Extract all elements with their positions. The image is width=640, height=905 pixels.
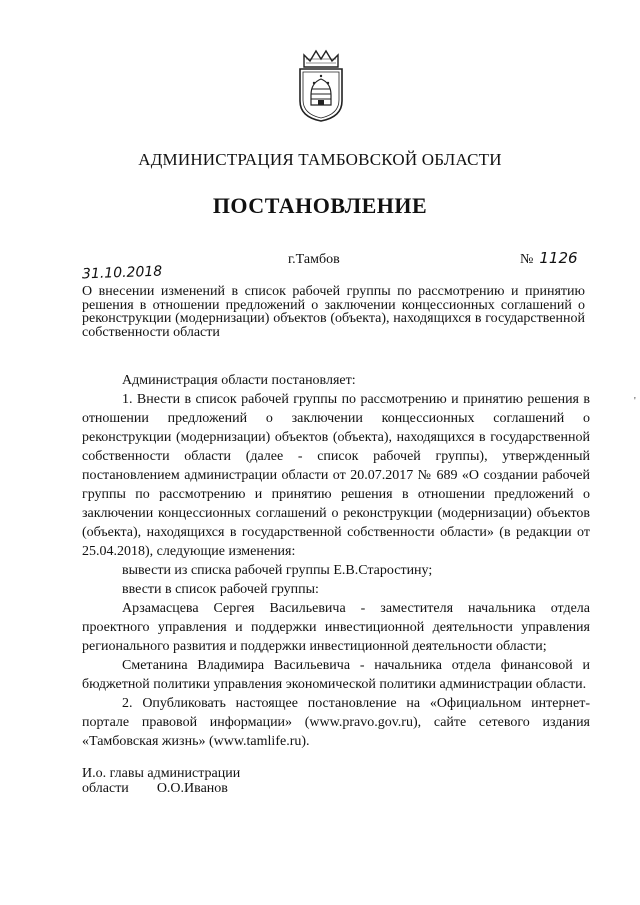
signatory-name: О.О.Иванов bbox=[156, 781, 228, 796]
agency-name: АДМИНИСТРАЦИЯ ТАМБОВСКОЙ ОБЛАСТИ bbox=[138, 150, 502, 169]
number-label: № bbox=[520, 252, 534, 267]
signature-region: области bbox=[82, 781, 129, 796]
document-number bbox=[520, 249, 578, 268]
body-member-2: Сметанина Владимира Васильевича - начальника отдела финансовой и бюджетной политики управления экономической политики администрации области. bbox=[82, 658, 590, 692]
document-type: ПОСТАНОВЛЕНИЕ bbox=[212, 193, 428, 218]
body-remove-member: вывести из списка рабочей группы Е.В.Старостину; bbox=[122, 563, 433, 578]
body-add-members: ввести в список рабочей группы: bbox=[122, 582, 319, 597]
body-member-1: Арзамасцева Сергея Васильевича - заместителя начальника отдела проектного управления и поддержки инвестиционной деятельности управления регионального развития и поддержки инвестиционной деятельности области; bbox=[82, 601, 590, 654]
coat-of-arms-icon bbox=[294, 47, 348, 123]
document-city: г.Тамбов bbox=[288, 252, 340, 267]
document-date: 31.10.2018 bbox=[81, 263, 163, 283]
edge-mark: ' bbox=[634, 396, 636, 407]
number-value: 1126 bbox=[539, 249, 578, 267]
document-subject: О внесении изменений в список рабочей группы по рассмотрению и принятию решения в отношении предложений о заключении концессионных соглашений о реконструкции (модернизации) объектов (объекта), находящихся в государственной собственности области bbox=[82, 284, 585, 340]
body-item-1: 1. Внести в список рабочей группы по рассмотрению и принятию решения в отношении предложений о заключении концессионных соглашений о реконструкции (модернизации) объектов (объекта), находящихся в государственной собственности области (далее - список рабочей группы), утвержденный постановлением администрации области от 20.07.2017 № 689 «О создании рабочей группы по рассмотрению и принятию решения в отношении предложений о заключении концессионных соглашений о реконструкции (модернизации) объектов (объекта), находящихся в государственной собственности области» (в редакции от 25.04.2018), следующие изменения: bbox=[82, 392, 590, 559]
document-body bbox=[82, 371, 590, 751]
signature-title: И.о. главы администрации bbox=[82, 766, 241, 781]
body-intro: Администрация области постановляет: bbox=[122, 373, 356, 388]
signature-block bbox=[82, 766, 240, 796]
body-item-2: 2. Опубликовать настоящее постановление на «Официальном интернет-портале правовой информации» (www.pravo.gov.ru), сайте сетевого издания «Тамбовская жизнь» (www.tamlife.ru). bbox=[82, 696, 590, 749]
signature-line bbox=[82, 781, 240, 796]
